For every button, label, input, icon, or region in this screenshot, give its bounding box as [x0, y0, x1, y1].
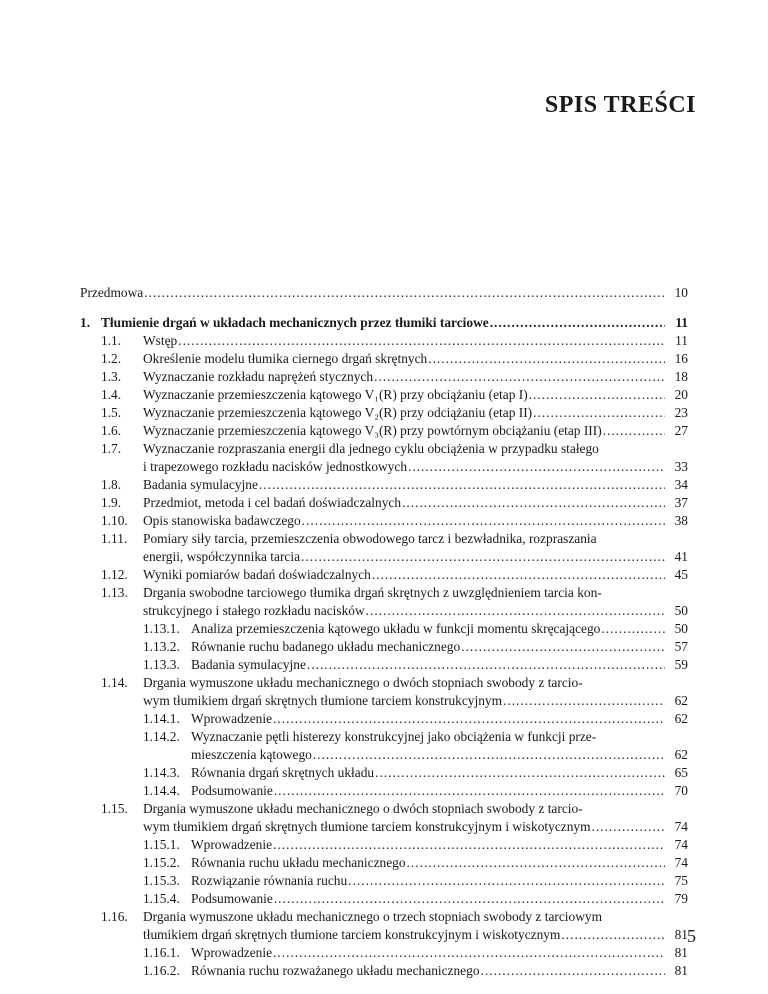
- toc-entry-number: 1.: [80, 315, 91, 330]
- dot-leader: [529, 386, 665, 404]
- toc-entry-number: 1.7.: [101, 441, 122, 456]
- toc-entry: [80, 818, 688, 836]
- toc-entry: [80, 854, 688, 872]
- toc-entry-page: 34: [674, 477, 688, 492]
- toc-entry: [80, 764, 688, 782]
- dot-leader: [375, 764, 665, 782]
- toc-entry-number: 1.15.1.: [143, 837, 180, 852]
- dot-leader: [372, 566, 665, 584]
- toc-entry-number: 1.3.: [101, 369, 122, 384]
- dot-leader: [273, 836, 665, 854]
- toc-entry-number: 1.14.1.: [143, 711, 180, 726]
- toc-entry: [80, 548, 688, 566]
- toc-entry: [80, 962, 688, 980]
- toc-entry-title: Drgania wymuszone układu mechanicznego o dwóch stopniach swobody z tarcio-: [143, 675, 583, 690]
- toc-entry-title: strukcyjnego i stałego rozkładu nacisków: [143, 603, 365, 618]
- section-gap: [80, 302, 688, 314]
- toc-entry-title: Wyznaczanie przemieszczenia kątowego V₃(R) przy powtórnym obciążaniu (etap III): [143, 423, 602, 438]
- toc-entry-number: 1.14.4.: [143, 783, 180, 798]
- toc-entry-number: 1.2.: [101, 351, 122, 366]
- toc-entry-title: Drgania wymuszone układu mechanicznego o trzech stopniach swobody z tarciowym: [143, 909, 602, 924]
- toc-entry-page: 10: [674, 285, 688, 300]
- table-of-contents: [80, 284, 688, 980]
- toc-entry-title: Wyniki pomiarów badań doświadczalnych: [143, 567, 371, 582]
- toc-entry: [80, 656, 688, 674]
- toc-entry-page: 33: [674, 459, 688, 474]
- toc-entry-page: 81: [674, 963, 688, 978]
- dot-leader: [348, 872, 665, 890]
- toc-entry-number: 1.8.: [101, 477, 122, 492]
- toc-entry-title: Równanie ruchu badanego układu mechanicznego: [191, 639, 461, 654]
- toc-entry: [80, 284, 688, 302]
- toc-entry-number: 1.5.: [101, 405, 122, 420]
- toc-entry: [80, 944, 688, 962]
- toc-entry-page: 16: [674, 351, 688, 366]
- toc-entry-page: 45: [674, 567, 688, 582]
- toc-entry: [80, 872, 688, 890]
- toc-entry: [80, 494, 688, 512]
- dot-leader: [561, 926, 665, 944]
- toc-entry: [80, 638, 688, 656]
- toc-entry-title: tłumikiem drgań skrętnych tłumione tarciem konstrukcyjnym i wiskotycznym: [143, 927, 561, 942]
- dot-leader: [481, 962, 665, 980]
- toc-entry-number: 1.15.2.: [143, 855, 180, 870]
- toc-entry-page: 75: [674, 873, 688, 888]
- toc-entry-title: Równania ruchu rozważanego układu mechanicznego: [191, 963, 480, 978]
- toc-entry-page: 11: [675, 333, 688, 348]
- toc-entry-page: 27: [674, 423, 688, 438]
- dot-leader: [259, 476, 665, 494]
- dot-leader: [592, 818, 665, 836]
- toc-entry-title: energii, współczynnika tarcia: [143, 549, 301, 564]
- toc-entry-number: 1.14.2.: [143, 729, 180, 744]
- toc-entry-title: Drgania swobodne tarciowego tłumika drgań skrętnych z uwzględnieniem tarcia kon-: [143, 585, 602, 600]
- toc-entry-page: 74: [674, 855, 688, 870]
- dot-leader: [302, 512, 665, 530]
- toc-entry-title: Badania symulacyjne: [191, 657, 306, 672]
- toc-entry-page: 20: [674, 387, 688, 402]
- toc-entry-title: Drgania wymuszone układu mechanicznego o dwóch stopniach swobody z tarcio-: [143, 801, 583, 816]
- toc-entry-page: 11: [675, 315, 688, 330]
- dot-leader: [407, 854, 665, 872]
- toc-entry-page: 50: [674, 621, 688, 636]
- dot-leader: [178, 332, 665, 350]
- toc-entry: [80, 836, 688, 854]
- toc-entry: [80, 530, 688, 548]
- toc-entry-title: Określenie modelu tłumika ciernego drgań skrętnych: [143, 351, 428, 366]
- toc-entry-page: 62: [674, 747, 688, 762]
- toc-entry-title: Wprowadzenie: [191, 711, 273, 726]
- toc-entry-number: 1.13.2.: [143, 639, 180, 654]
- toc-entry: [80, 566, 688, 584]
- toc-entry-title: Opis stanowiska badawczego: [143, 513, 301, 528]
- toc-entry-page: 74: [674, 819, 688, 834]
- dot-leader: [428, 350, 665, 368]
- toc-entry-title: wym tłumikiem drgań skrętnych tłumione tarciem konstrukcyjnym: [143, 693, 503, 708]
- toc-entry: [80, 476, 688, 494]
- dot-leader: [307, 656, 665, 674]
- page-number: 5: [687, 926, 696, 946]
- toc-entry-page: 70: [674, 783, 688, 798]
- toc-entry: [80, 404, 688, 422]
- toc-entry-number: 1.9.: [101, 495, 122, 510]
- toc-entry-title: Równania ruchu układu mechanicznego: [191, 855, 406, 870]
- toc-entry-page: 41: [674, 549, 688, 564]
- toc-entry: [80, 440, 688, 458]
- toc-entry-page: 81: [674, 927, 688, 942]
- toc-entry: [80, 692, 688, 710]
- toc-entry-title: wym tłumikiem drgań skrętnych tłumione tarciem konstrukcyjnym i wiskotycznym: [143, 819, 591, 834]
- toc-entry-number: 1.15.4.: [143, 891, 180, 906]
- toc-entry: [80, 782, 688, 800]
- dot-leader: [273, 944, 665, 962]
- toc-entry-page: 65: [674, 765, 688, 780]
- toc-entry-title: Podsumowanie: [191, 891, 273, 906]
- page-title: SPIS TREŚCI: [544, 92, 696, 118]
- toc-entry-page: 23: [674, 405, 688, 420]
- toc-entry-title: Wyznaczanie przemieszczenia kątowego V₂(R) przy odciążaniu (etap II): [143, 405, 533, 420]
- toc-entry-title: Wprowadzenie: [191, 945, 273, 960]
- toc-entry: [80, 710, 688, 728]
- toc-entry-number: 1.14.: [101, 675, 128, 690]
- toc-entry-title: Badania symulacyjne: [143, 477, 258, 492]
- toc-entry-number: 1.16.1.: [143, 945, 180, 960]
- toc-entry-number: 1.14.3.: [143, 765, 180, 780]
- toc-entry-title: Rozwiązanie równania ruchu: [191, 873, 348, 888]
- toc-entry-number: 1.13.: [101, 585, 128, 600]
- toc-entry-number: 1.15.: [101, 801, 128, 816]
- toc-entry: [80, 458, 688, 476]
- toc-entry-page: 79: [674, 891, 688, 906]
- dot-leader: [603, 422, 665, 440]
- toc-entry: [80, 368, 688, 386]
- toc-entry-page: 50: [674, 603, 688, 618]
- toc-entry-title: Wyznaczanie pętli histerezy konstrukcyjnej jako obciążenia w funkcji prze-: [191, 729, 597, 744]
- toc-entry-number: 1.11.: [101, 531, 128, 546]
- toc-entry-title: Pomiary siły tarcia, przemieszczenia obwodowego tarcz i bezwładnika, rozpraszania: [143, 531, 597, 546]
- dot-leader: [274, 782, 665, 800]
- toc-entry: [80, 746, 688, 764]
- toc-entry-number: 1.6.: [101, 423, 122, 438]
- toc-entry-number: 1.1.: [101, 333, 122, 348]
- toc-entry: [80, 350, 688, 368]
- toc-entry-number: 1.16.: [101, 909, 128, 924]
- toc-entry: [80, 926, 688, 944]
- toc-entry: [80, 602, 688, 620]
- toc-entry-number: 1.16.2.: [143, 963, 180, 978]
- toc-entry: [80, 908, 688, 926]
- toc-entry-title: Analiza przemieszczenia kątowego układu w funkcji momentu skręcającego: [191, 621, 601, 636]
- dot-leader: [301, 548, 665, 566]
- toc-entry-page: 74: [674, 837, 688, 852]
- toc-entry: [80, 728, 688, 746]
- dot-leader: [601, 620, 665, 638]
- toc-entry: [80, 890, 688, 908]
- toc-entry-page: 81: [674, 945, 688, 960]
- toc-entry-page: 37: [674, 495, 688, 510]
- dot-leader: [273, 710, 665, 728]
- toc-entry-title: Przedmiot, metoda i cel badań doświadczalnych: [143, 495, 402, 510]
- toc-entry-title: Wyznaczanie przemieszczenia kątowego V₁(R) przy obciążaniu (etap I): [143, 387, 528, 402]
- toc-entry-page: 59: [674, 657, 688, 672]
- toc-entry: [80, 512, 688, 530]
- toc-entry-title: Tłumienie drgań w układach mechanicznych przez tłumiki tarciowe: [101, 315, 489, 330]
- dot-leader: [313, 746, 665, 764]
- toc-entry-page: 62: [674, 693, 688, 708]
- dot-leader: [408, 458, 665, 476]
- toc-entry-title: i trapezowego rozkładu nacisków jednostkowych: [143, 459, 408, 474]
- toc-entry-page: 62: [674, 711, 688, 726]
- toc-entry-title: Wyznaczanie rozkładu naprężeń stycznych: [143, 369, 374, 384]
- toc-entry: [80, 422, 688, 440]
- dot-leader: [402, 494, 665, 512]
- toc-entry-number: 1.13.1.: [143, 621, 180, 636]
- dot-leader: [461, 638, 665, 656]
- toc-entry: [80, 386, 688, 404]
- dot-leader: [366, 602, 665, 620]
- toc-entry-number: 1.10.: [101, 513, 128, 528]
- toc-entry-title: Wyznaczanie rozpraszania energii dla jednego cyklu obciążenia w przypadku stałego: [143, 441, 599, 456]
- toc-entry-number: 1.13.3.: [143, 657, 180, 672]
- dot-leader: [533, 404, 665, 422]
- toc-entry-title: Podsumowanie: [191, 783, 273, 798]
- toc-entry-number: 1.15.3.: [143, 873, 180, 888]
- toc-entry: [80, 620, 688, 638]
- toc-entry: [80, 800, 688, 818]
- toc-entry-title: mieszczenia kątowego: [191, 747, 312, 762]
- toc-entry: [80, 332, 688, 350]
- toc-entry-title: Równania drgań skrętnych układu: [191, 765, 375, 780]
- toc-entry-page: 18: [674, 369, 688, 384]
- toc-entry-title: Wprowadzenie: [191, 837, 273, 852]
- toc-entry-page: 38: [674, 513, 688, 528]
- dot-leader: [374, 368, 665, 386]
- dot-leader: [490, 314, 665, 332]
- dot-leader: [144, 284, 665, 302]
- toc-entry-page: 57: [674, 639, 688, 654]
- toc-entry: [80, 674, 688, 692]
- toc-entry-title: Przedmowa: [80, 285, 144, 300]
- dot-leader: [503, 692, 665, 710]
- toc-entry: [80, 584, 688, 602]
- toc-entry: [80, 314, 688, 332]
- toc-entry-number: 1.12.: [101, 567, 128, 582]
- toc-entry-title: Wstęp: [143, 333, 178, 348]
- dot-leader: [274, 890, 665, 908]
- toc-entry-number: 1.4.: [101, 387, 122, 402]
